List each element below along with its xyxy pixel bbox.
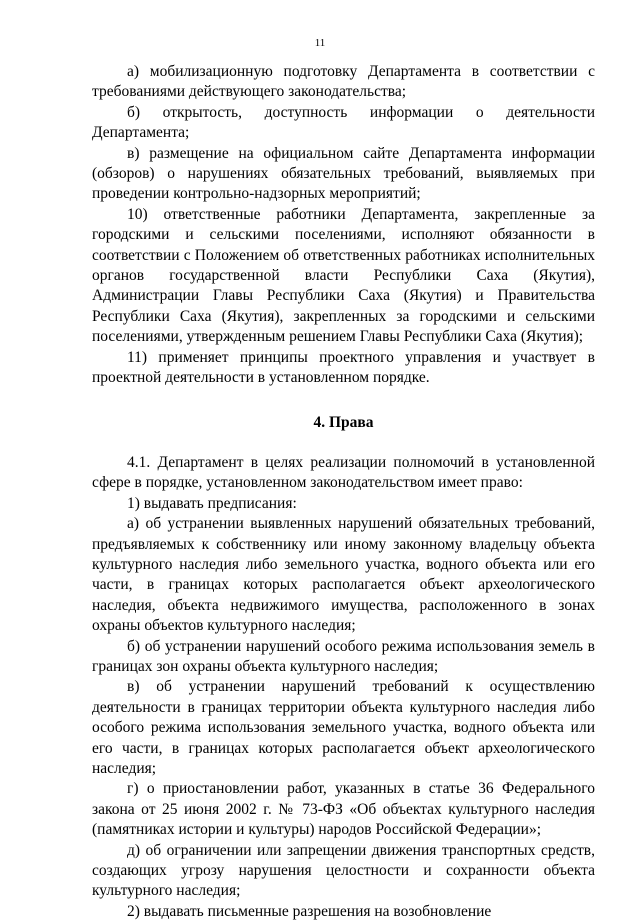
section-heading: 4. Права (313, 413, 374, 431)
paragraph-openness: б) открытость, доступность информации о деятельности Департамента; (92, 103, 595, 142)
paragraph-4-1: 4.1. Департамент в целях реализации полномочий в установленной сфере в порядке, установленном законодательством имеет право: (92, 453, 595, 492)
paragraph-mobilization: а) мобилизационную подготовку Департамента в соответствии с требованиями действующего законодательства; (92, 63, 595, 101)
paragraph-item-2: 2) выдавать письменные разрешения на возобновление (127, 902, 492, 920)
paragraph-order-d: г) о приостановлении работ, указанных в статье 36 Федерального закона от 25 июня 2002 г. № 73-ФЗ «Об объектах культурного наследия (памятниках истории и культуры) народов Российской Федерации»; (92, 780, 595, 839)
paragraph-order-e: д) об ограничении или запрещении движения транспортных средств, создающих угрозу нарушения целостности и сохранности объекта культурного наследия; (92, 841, 595, 900)
paragraph-item-11: 11) применяет принципы проектного управления и участвует в проектной деятельности в установленном порядке. (92, 348, 595, 387)
paragraph-item-10: 10) ответственные работники Департамента, закрепленные за городскими и сельскими поселениями, исполняют обязанности в соответствии с Положением об ответственных работниках исполнительных органов государственной власти Республики Саха (Якутия), Администрации Главы Республики Саха (Якутия) и Правительства Республики Саха (Якутия), закрепленных за городскими и сельскими поселениями, утвержденным решением Главы Республики Саха (Якутия); (92, 205, 595, 346)
paragraph-order-a: а) об устранении выявленных нарушений обязательных требований, предъявляемых к собственнику или иному законному владельцу объекта культурного наследия либо земельного участка, водного объекта или его части, в границах которых располагается объект археологического наследия, объекта недвижимого имущества, расположенного в зонах охраны объектов культурного наследия; (92, 515, 595, 635)
page-number: 11 (314, 37, 326, 49)
document-body (92, 62, 595, 922)
paragraph-order-b: б) об устранении нарушений особого режима использования земель в границах зон охраны объекта культурного наследия; (92, 637, 595, 675)
paragraph-website-publication: в) размещение на официальном сайте Департамента информации (обзоров) о нарушениях обязательных требований, выявляемых при проведении контрольно-надзорных мероприятий; (92, 144, 595, 203)
paragraph-issue-orders: 1) выдавать предписания: (127, 494, 297, 512)
paragraph-order-c: в) об устранении нарушений требований к осуществлению деятельности в границах территории объекта культурного наследия либо особого режима использования земельного участка, водного объекта или его части, в границах которых располагается объект археологического наследия; (92, 678, 595, 777)
